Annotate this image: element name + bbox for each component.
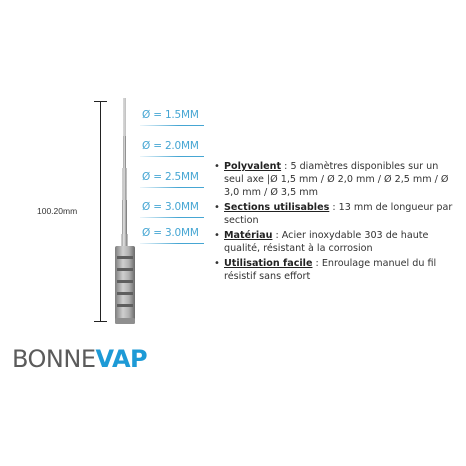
feature-term: Matériau	[224, 230, 273, 241]
feature-text: : 13 mm de longueur par section	[224, 202, 453, 226]
feature-item	[208, 229, 458, 255]
feature-text: : Enroulage manuel du fil résistif sans effort	[224, 258, 437, 282]
bullet-icon: •	[214, 202, 220, 213]
feature-text: : Acier inoxydable 303 de haute qualité, résistant à la corrosion	[224, 230, 429, 254]
bullet-icon: •	[214, 258, 220, 269]
feature-item	[208, 257, 458, 283]
diameter-rule-3	[140, 187, 204, 188]
brand-name-part2: VAP	[95, 345, 148, 373]
diameter-label-4: Ø = 3.0MM	[142, 201, 199, 213]
bullet-icon: •	[214, 230, 220, 241]
coil-jig-tool-image	[108, 96, 142, 328]
diameter-rule-4	[140, 217, 204, 218]
diameter-label-5: Ø = 3.0MM	[142, 227, 199, 239]
feature-list	[208, 160, 458, 285]
diameter-rule-1	[140, 125, 204, 126]
feature-item	[208, 201, 458, 227]
feature-text: : 5 diamètres disponibles sur un seul axe |Ø 1,5 mm / Ø 2,0 mm / Ø 2,5 mm / Ø 3,0 mm / Ø 3,5 mm	[224, 161, 449, 198]
brand-logo	[12, 345, 147, 373]
feature-term: Sections utilisables	[224, 202, 330, 213]
feature-term: Polyvalent	[224, 161, 282, 172]
diameter-rule-2	[140, 156, 204, 157]
feature-term: Utilisation facile	[224, 258, 313, 269]
feature-item	[208, 160, 458, 199]
dimension-line	[100, 101, 101, 321]
bullet-icon: •	[214, 161, 220, 172]
diameter-label-1: Ø = 1.5MM	[142, 109, 199, 121]
diameter-label-2: Ø = 2.0MM	[142, 140, 199, 152]
brand-name-part1: BONNE	[12, 345, 96, 373]
diameter-label-3: Ø = 2.5MM	[142, 171, 199, 183]
dimension-label: 100.20mm	[37, 206, 78, 216]
dimension-cap-bottom	[94, 321, 107, 322]
diameter-rule-5	[140, 243, 204, 244]
